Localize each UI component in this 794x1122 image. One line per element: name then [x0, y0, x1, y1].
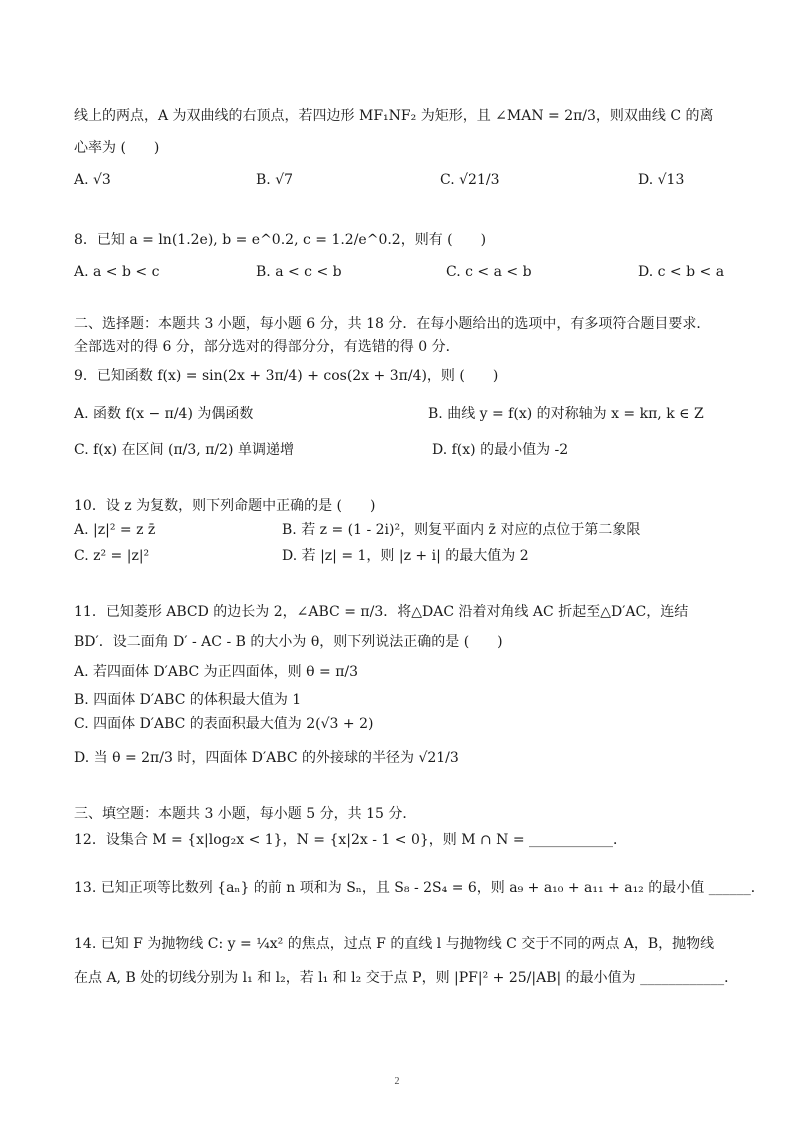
q8-option-c: C. c < a < b: [446, 264, 532, 280]
q7-option-c: C. √21/3: [440, 172, 500, 188]
q10-option-a: A. |z|² = z z̄: [74, 522, 156, 538]
q7-continuation-line-1: 线上的两点，A 为双曲线的右顶点，若四边形 MF₁NF₂ 为矩形，且 ∠MAN = 2π/3，则双曲线 C 的离: [74, 108, 714, 124]
page-number: 2: [394, 1076, 400, 1087]
q8-stem: 8．已知 a = ln(1.2e), b = e^0.2, c = 1.2/e^0.2，则有 ( ): [74, 232, 487, 248]
q11-option-d: D. 当 θ = 2π/3 时，四面体 D′ABC 的外接球的半径为 √21/3: [74, 750, 459, 766]
q11-option-c: C. 四面体 D′ABC 的表面积最大值为 2(√3 + 2): [74, 716, 374, 732]
q8-option-b: B. a < c < b: [256, 264, 342, 280]
q11-option-a: A. 若四面体 D′ABC 为正四面体，则 θ = π/3: [74, 664, 359, 680]
q9-option-d: D. f(x) 的最小值为 -2: [432, 442, 569, 458]
q9-stem: 9．已知函数 f(x) = sin(2x + 3π/4) + cos(2x + 3π/4)，则 ( ): [74, 368, 499, 384]
section-2-heading-line-1: 二、选择题：本题共 3 小题，每小题 6 分，共 18 分．在每小题给出的选项中，有多项符合题目要求．: [74, 316, 711, 332]
q8-option-a: A. a < b < c: [74, 264, 160, 280]
q11-stem-line-1: 11．已知菱形 ABCD 的边长为 2，∠ABC = π/3．将△DAC 沿着对角线 AC 折起至△D′AC，连结: [74, 604, 689, 620]
section-2-heading-line-2: 全部选对的得 6 分，部分选对的得部分分，有选错的得 0 分．: [74, 339, 460, 355]
q10-option-c: C. z² = |z|²: [74, 548, 150, 564]
q7-continuation-line-2: 心率为 ( ): [74, 140, 160, 156]
q8-option-d: D. c < b < a: [638, 264, 725, 280]
q9-option-b: B. 曲线 y = f(x) 的对称轴为 x = kπ, k ∈ Z: [428, 406, 704, 422]
q10-option-d: D. 若 |z| = 1，则 |z + i| 的最大值为 2: [282, 548, 529, 564]
q11-stem-line-2: BD′．设二面角 D′ - AC - B 的大小为 θ，则下列说法正确的是 ( ): [74, 634, 503, 650]
q13-stem: 13. 已知正项等比数列 {aₙ} 的前 n 项和为 Sₙ，且 S₈ - 2S₄ = 6，则 a₉ + a₁₀ + a₁₁ + a₁₂ 的最小值 ______．: [74, 880, 765, 896]
q7-option-b: B. √7: [256, 172, 294, 188]
q10-stem: 10．设 z 为复数，则下列命题中正确的是 ( ): [74, 498, 376, 514]
q12-stem: 12．设集合 M = {x|log₂x < 1}，N = {x|2x - 1 < 0}，则 M ∩ N = ____________．: [74, 832, 628, 848]
q9-option-c: C. f(x) 在区间 (π/3, π/2) 单调递增: [74, 442, 294, 458]
q14-stem-line-1: 14. 已知 F 为抛物线 C: y = ¼x² 的焦点，过点 F 的直线 l 与抛物线 C 交于不同的两点 A，B，抛物线: [74, 936, 715, 952]
section-3-heading: 三、填空题：本题共 3 小题，每小题 5 分，共 15 分．: [74, 806, 417, 822]
q14-stem-line-2: 在点 A, B 处的切线分别为 l₁ 和 l₂，若 l₁ 和 l₂ 交于点 P，则 |PF|² + 25/|AB| 的最小值为 ____________．: [74, 970, 739, 986]
q7-option-a: A. √3: [74, 172, 111, 188]
q10-option-b: B. 若 z = (1 - 2i)²，则复平面内 z̄ 对应的点位于第二象限: [282, 522, 641, 538]
q9-option-a: A. 函数 f(x − π/4) 为偶函数: [74, 406, 254, 422]
q11-option-b: B. 四面体 D′ABC 的体积最大值为 1: [74, 692, 302, 708]
q7-option-d: D. √13: [638, 172, 685, 188]
